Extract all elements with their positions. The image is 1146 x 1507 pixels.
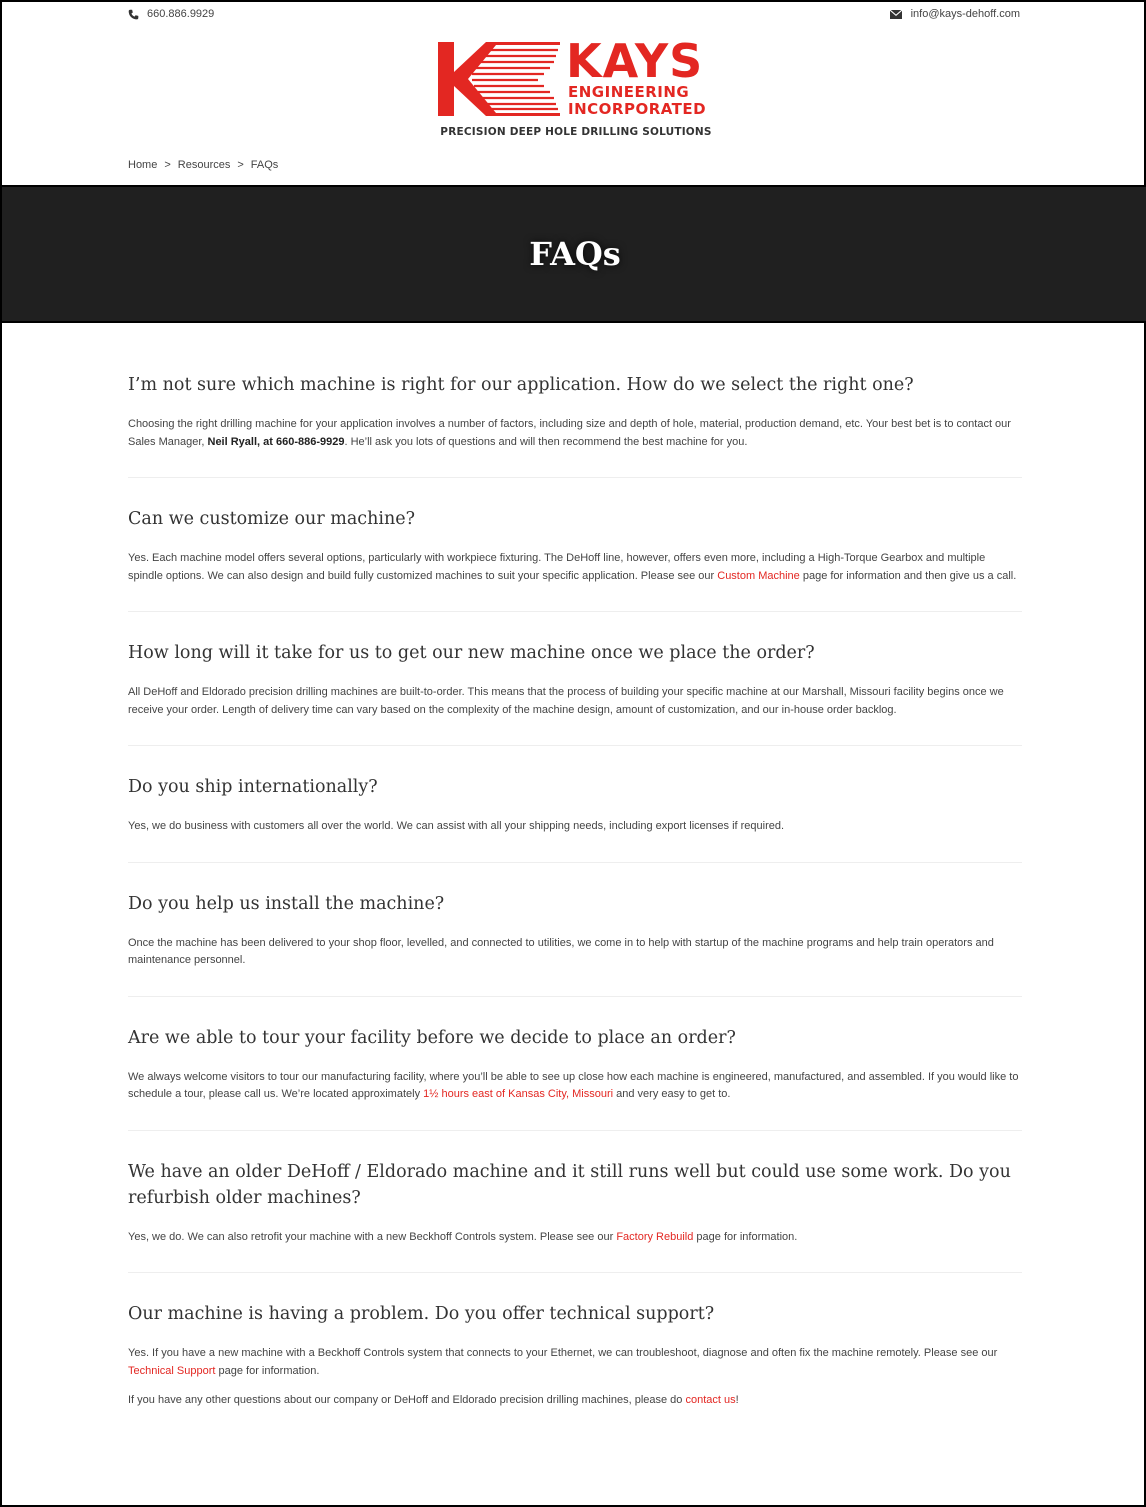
email-address[interactable]: info@kays-dehoff.com bbox=[910, 8, 1020, 20]
site-logo[interactable] bbox=[438, 34, 718, 144]
envelope-icon bbox=[890, 10, 902, 19]
answer-text: Choosing the right drilling machine for your application involves a number of factors, including size and depth of hole, material, production demand, etc. Your best bet is to contact our Sales Manager, bbox=[128, 418, 1011, 448]
faq-question: Do you help us install the machine? bbox=[128, 893, 445, 914]
faq-question: Are we able to tour your facility before we decide to place an order? bbox=[128, 1027, 736, 1048]
answer-text: We always welcome visitors to tour our manufacturing facility, where you’ll be able to see up close how each machine is engineered, manufactured, and assembled. If you would like to schedule a tour, please call us. We’re located approximately bbox=[128, 1070, 1019, 1100]
faq-question: We have an older DeHoff / Eldorado machine and it still runs well but could use some work. Do you refurbish older machines? bbox=[128, 1161, 1011, 1208]
breadcrumb-resources[interactable]: Resources bbox=[177, 159, 231, 171]
phone-icon bbox=[128, 9, 139, 20]
location-link[interactable]: 1½ hours east of Kansas City, Missouri bbox=[423, 1088, 614, 1100]
answer-text: page for information. bbox=[215, 1364, 320, 1377]
faq-question: Can we customize our machine? bbox=[128, 509, 415, 529]
custom-machine-link[interactable]: Custom Machine bbox=[717, 569, 800, 582]
faq-question: Do you ship internationally? bbox=[128, 777, 378, 797]
answer-text: Yes. If you have a new machine with a Beckhoff Controls system that connects to your Ethernet, we can troubleshoot, diagnose and often fix the machine remotely. Please see our bbox=[128, 1347, 998, 1359]
faq-answer bbox=[128, 1345, 1022, 1380]
faq-item bbox=[128, 1159, 1022, 1274]
faq-answer bbox=[128, 1069, 1022, 1104]
faq-item bbox=[128, 372, 1022, 478]
faq-answer-closing bbox=[128, 1392, 1022, 1410]
logo-word-kays: KAYS bbox=[566, 34, 704, 88]
logo-word-incorporated: INCORPORATED bbox=[568, 100, 707, 118]
page-title: FAQs bbox=[529, 235, 621, 273]
answer-text: and very easy to get to. bbox=[613, 1088, 731, 1100]
answer-text: If you have any other questions about our company or DeHoff and Eldorado precision drilling machines, please do bbox=[128, 1394, 686, 1406]
answer-text: page for information and then give us a call. bbox=[799, 569, 1017, 582]
faq-item bbox=[128, 506, 1022, 612]
faq-answer: All DeHoff and Eldorado precision drilling machines are built-to-order. This means that the process of building your specific machine at our Marshall, Missouri facility begins once we receive your order. Length of delivery time can vary based on the complexity of the machine design, amount of customization, and our in-house order backlog. bbox=[128, 686, 1004, 716]
email-contact[interactable] bbox=[890, 8, 1020, 20]
faq-item bbox=[128, 1025, 1022, 1131]
faq-answer bbox=[128, 1229, 1022, 1247]
faq-answer: Yes, we do business with customers all over the world. We can assist with all your shipping needs, including export licenses if required. bbox=[128, 820, 785, 832]
kays-k-logo-mark bbox=[438, 42, 560, 116]
page-hero-banner bbox=[2, 185, 1146, 323]
top-bar bbox=[128, 8, 1020, 26]
phone-number[interactable]: 660.886.9929 bbox=[147, 8, 215, 20]
answer-bold-text: Neil Ryall, at 660-886-9929 bbox=[207, 435, 345, 448]
technical-support-link[interactable]: Technical Support bbox=[128, 1364, 216, 1377]
faq-answer bbox=[128, 416, 1022, 451]
breadcrumb-separator: > bbox=[237, 159, 244, 171]
answer-text: ! bbox=[735, 1394, 739, 1406]
breadcrumb-separator: > bbox=[164, 159, 171, 171]
faq-item bbox=[128, 891, 1022, 997]
factory-rebuild-link[interactable]: Factory Rebuild bbox=[616, 1230, 694, 1243]
faq-item bbox=[128, 1301, 1022, 1436]
faq-item bbox=[128, 774, 1022, 863]
answer-text: . He’ll ask you lots of questions and will then recommend the best machine for you. bbox=[344, 435, 748, 448]
breadcrumb-current: FAQs bbox=[250, 159, 279, 171]
answer-text: Yes, we do. We can also retrofit your machine with a new Beckhoff Controls system. Please see our bbox=[128, 1230, 617, 1243]
faq-question: I’m not sure which machine is right for our application. How do we select the right one? bbox=[128, 375, 914, 395]
contact-us-link[interactable]: contact us bbox=[685, 1394, 736, 1406]
faq-question: Our machine is having a problem. Do you offer technical support? bbox=[128, 1304, 715, 1324]
phone-contact[interactable] bbox=[128, 8, 214, 20]
logo-tagline: PRECISION DEEP HOLE DRILLING SOLUTIONS bbox=[440, 126, 712, 138]
breadcrumb bbox=[128, 159, 278, 171]
breadcrumb-home[interactable]: Home bbox=[128, 159, 158, 171]
answer-text: page for information. bbox=[693, 1230, 798, 1243]
faq-answer: Once the machine has been delivered to your shop floor, levelled, and connected to utilities, we come in to help with startup of the machine programs and help train operators and maintenance personnel. bbox=[128, 936, 994, 966]
faq-question: How long will it take for us to get our new machine once we place the order? bbox=[128, 643, 815, 663]
faq-answer bbox=[128, 550, 1022, 585]
faq-item bbox=[128, 640, 1022, 746]
answer-text: Yes. Each machine model offers several options, particularly with workpiece fixturing. The DeHoff line, however, offers even more, including a High-Torque Gearbox and multiple spindle options. We can also design and build fully customized machines to suit your specific application. Please see our bbox=[128, 552, 986, 582]
faq-list bbox=[128, 372, 1022, 1464]
logo-word-engineering: ENGINEERING bbox=[568, 83, 690, 101]
